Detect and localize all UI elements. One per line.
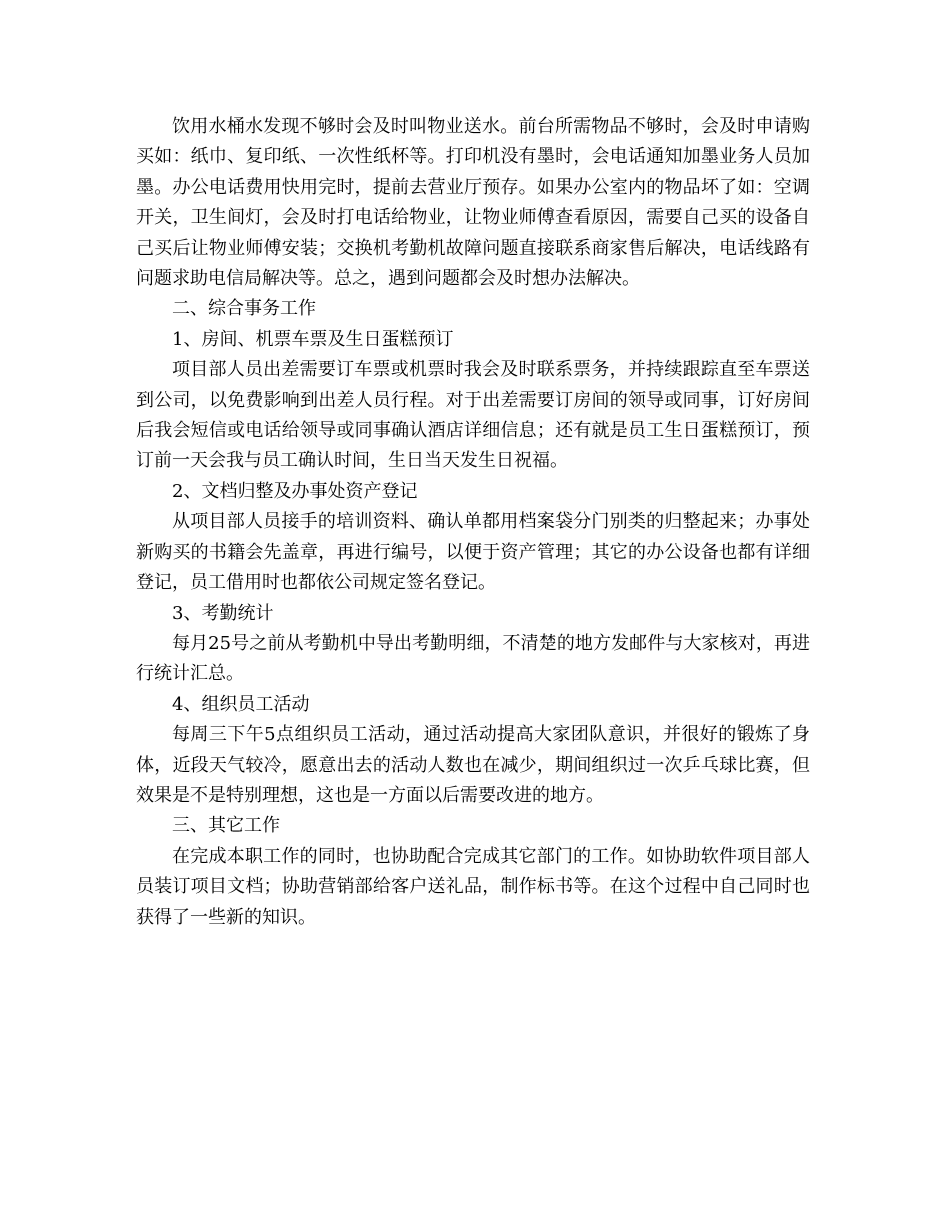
subheading-staff-activities: 4、组织员工活动 — [172, 693, 310, 715]
subheading-bookings: 1、房间、机票车票及生日蛋糕预订 — [172, 328, 454, 350]
paragraph-other-work: 在完成本职工作的同时，也协助配合完成其它部门的工作。如协助软件项目部人员装订项目文档；协助营销部给客户送礼品，制作标书等。在这个过程中自己同时也获得了一些新的知识。 — [136, 845, 810, 928]
subheading-attendance: 3、考勤统计 — [172, 602, 274, 624]
paragraph-bookings: 项目部人员出差需要订车票或机票时我会及时联系票务，并持续跟踪直至车票送到公司，以免费影响到出差人员行程。对于出差需要订房间的领导或同事，订好房间后我会短信或电话给领导或同事确认酒店详细信息；还有就是员工生日蛋糕预订，预订前一天会我与员工确认时间，生日当天发生日祝福。 — [136, 359, 810, 472]
paragraph-attendance: 每月25号之前从考勤机中导出考勤明细，不清楚的地方发邮件与大家核对，再进行统计汇总。 — [136, 632, 810, 685]
document-page — [136, 112, 810, 933]
subheading-archives-assets: 2、文档归整及办事处资产登记 — [172, 480, 418, 502]
paragraph-archives-assets: 从项目部人员接手的培训资料、确认单都用档案袋分门别类的归整起来；办事处新购买的书籍会先盖章，再进行编号，以便于资产管理；其它的办公设备也都有详细登记，员工借用时也都依公司规定签名登记。 — [136, 511, 810, 594]
section-heading-other-work: 三、其它工作 — [172, 815, 280, 837]
section-heading-general-affairs: 二、综合事务工作 — [172, 298, 316, 320]
paragraph-front-desk-supplies: 饮用水桶水发现不够时会及时叫物业送水。前台所需物品不够时，会及时申请购买如：纸巾、复印纸、一次性纸杯等。打印机没有墨时，会电话通知加墨业务人员加墨。办公电话费用快用完时，提前去营业厅预存。如果办公室内的物品坏了如：空调开关，卫生间灯，会及时打电话给物业，让物业师傅查看原因，需要自己买的设备自己买后让物业师傅安装；交换机考勤机故障问题直接联系商家售后解决，电话线路有问题求助电信局解决等。总之，遇到问题都会及时想办法解决。 — [136, 116, 810, 290]
paragraph-staff-activities: 每周三下午5点组织员工活动，通过活动提高大家团队意识，并很好的锻炼了身体，近段天气较冷，愿意出去的活动人数也在减少，期间组织过一次乒乓球比赛，但效果是不是特别理想，这也是一方面以后需要改进的地方。 — [136, 724, 810, 806]
